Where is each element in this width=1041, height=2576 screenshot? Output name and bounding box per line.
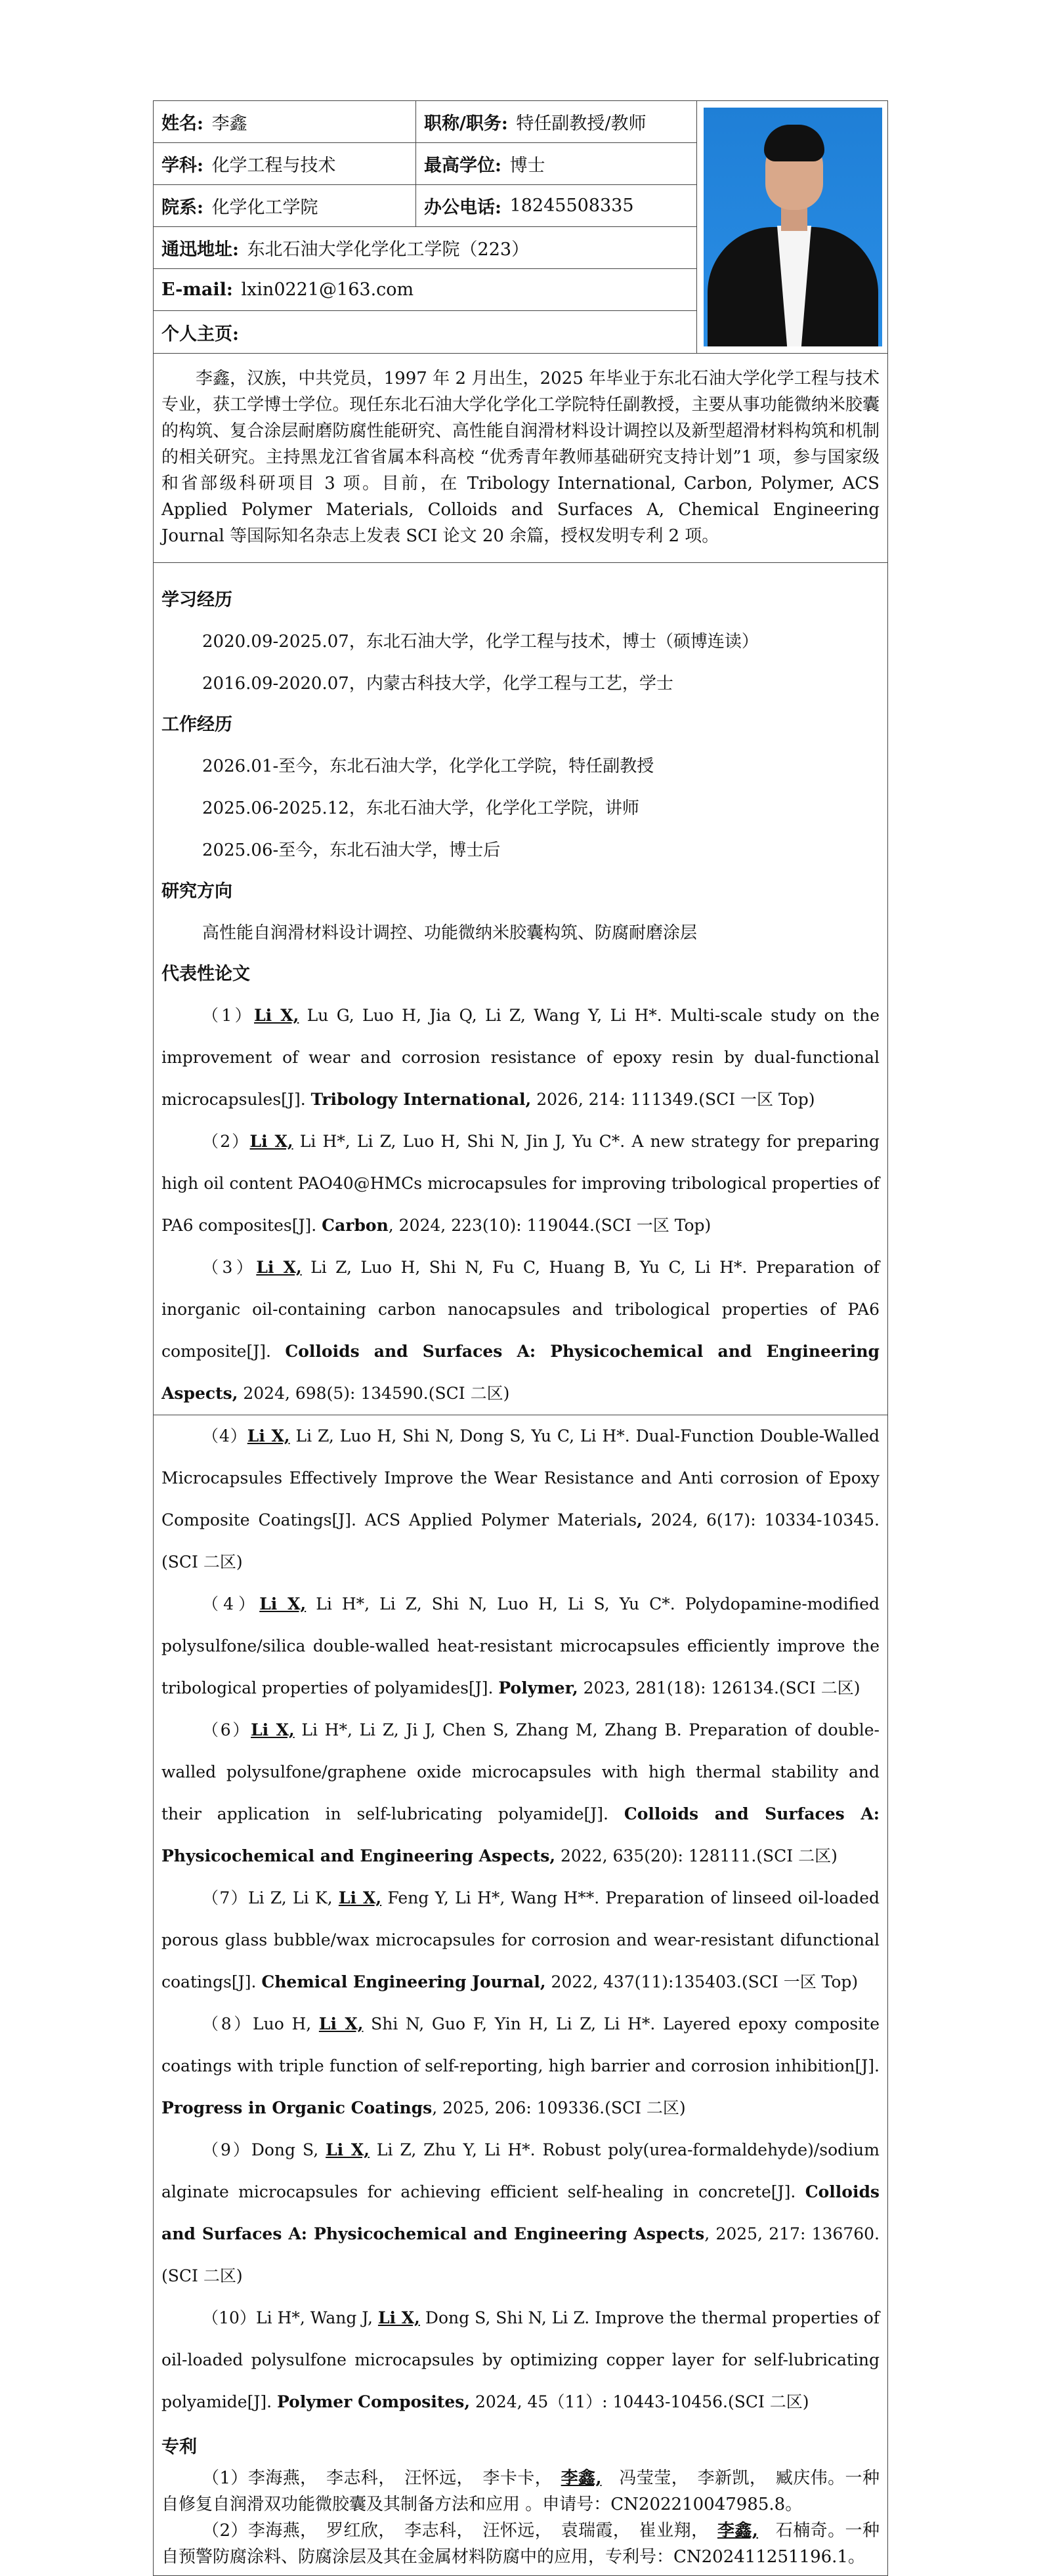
- paper-authors: Lu G, Luo H, Jia Q, Li Z, Wang Y, Li H*.: [299, 1006, 671, 1025]
- paper-author-me: Li X,: [256, 1258, 302, 1277]
- address-value: 东北石油大学化学化工学院（223）: [247, 239, 530, 260]
- paper-authors: Feng Y, Li H*, Wang H**.: [381, 1888, 606, 1907]
- patent-author-me: 李鑫,: [561, 2468, 602, 2488]
- degree-cell: [416, 143, 697, 185]
- paper-journal: Polymer,: [498, 1678, 578, 1697]
- paper-authors: Li H*, Li Z, Luo H, Shi N, Jin J, Yu C*.: [293, 1132, 632, 1151]
- info-table: [154, 101, 887, 354]
- paper-citation: 2023, 281(18): 126134.(SCI 二区): [578, 1678, 860, 1697]
- paper-index: （8）Luo H,: [202, 2014, 319, 2033]
- education-heading: 学习经历: [161, 590, 232, 610]
- discipline-value: 化学工程与技术: [211, 156, 336, 176]
- phone-cell: [416, 185, 697, 227]
- paper-index: （2）: [202, 1132, 250, 1151]
- name-value: 李鑫: [211, 114, 247, 134]
- bio-section: [154, 354, 887, 563]
- papers-list: [161, 995, 880, 2423]
- name-cell: [154, 101, 416, 143]
- paper-index: （1）: [202, 1006, 255, 1025]
- work-item: 2026.01-至今，东北石油大学，化学化工学院，特任副教授: [202, 757, 654, 776]
- paper-item: [161, 2129, 880, 2297]
- paper-citation: 2024, 6(17): 10334-10345.(SCI 二区): [161, 1510, 880, 1571]
- paper-item: [161, 1877, 880, 2003]
- paper-journal: Chemical Engineering Journal,: [261, 1972, 546, 1991]
- paper-journal: Progress in Organic Coatings: [161, 2098, 433, 2117]
- phone-value: 18245508335: [509, 196, 634, 216]
- paper-authors: Li H*, Li Z, Shi N, Luo H, Li S, Yu C*.: [306, 1594, 685, 1613]
- paper-index: （6）: [202, 1720, 251, 1739]
- paper-title: Robust poly(urea-formaldehyde)/sodium alginate microcapsules for achieving efficient self-healing in concrete[J].: [161, 2140, 880, 2201]
- bio-text: 李鑫，汉族，中共党员，1997 年 2 月出生，2025 年毕业于东北石油大学化学工程与技术专业，获工学博士学位。现任东北石油大学化学化工学院特任副教授，主要从事功能微纳米胶囊的构筑、复合涂层耐磨防腐性能研究、高性能自润滑材料设计调控以及新型超滑材料构筑和机制的相关研究。主持黑龙江省省属本科高校 “优秀青年教师基础研究支持计划”1 项，参与国家级和省部级科研项目 3 项。目前，在 Tribology International, Carbon, Polymer, ACS Applied Polymer Materials, Colloids and Surfaces A, Chemical Engineering Journal 等国际知名杂志上发表 SCI 论文 20 余篇，授权发明专利 2 项。: [161, 369, 880, 546]
- paper-citation: 2022, 635(20): 128111.(SCI 二区): [555, 1846, 838, 1865]
- phone-label: 办公电话:: [424, 197, 501, 218]
- resume-frame: [153, 100, 888, 2576]
- work-item: 2025.06-2025.12，东北石油大学，化学化工学院，讲师: [202, 799, 639, 818]
- paper-item: [161, 1709, 880, 1877]
- paper-title: Multi-scale study on the improvement of wear and corrosion resistance of epoxy resin by dual-functional microcapsules[J].: [161, 1006, 880, 1109]
- patent-item: [161, 2518, 880, 2570]
- dept-label: 院系:: [161, 197, 203, 218]
- paper-title: Preparation of double-walled polysulfone/graphene oxide microcapsules with high thermal stability and their application in self-lubricating polyamide[J].: [161, 1720, 880, 1823]
- patent-author-me: 李鑫,: [717, 2521, 758, 2541]
- paper-journal: ,: [637, 1510, 643, 1529]
- paper-index: （4）: [202, 1426, 247, 1445]
- work-item: 2025.06-至今，东北石油大学，博士后: [202, 841, 501, 860]
- paper-citation: , 2025, 206: 109336.(SCI 二区): [432, 2098, 686, 2117]
- work-heading: 工作经历: [161, 715, 232, 735]
- paper-item: [161, 2297, 880, 2423]
- email-value[interactable]: lxin0221@163.com: [241, 280, 414, 300]
- paper-item: [161, 1247, 880, 1415]
- paper-citation: 2024, 698(5): 134590.(SCI 二区): [238, 1384, 510, 1403]
- paper-title: Layered epoxy composite coatings with triple function of self-reporting, high barrier and corrosion inhibition[J].: [161, 2014, 880, 2075]
- paper-item: [161, 1121, 880, 1247]
- homepage-cell: [154, 311, 697, 353]
- discipline-cell: [154, 143, 416, 185]
- paper-author-me: Li X,: [247, 1426, 290, 1445]
- patent-text: 冯莹莹， 李新凯， 臧庆伟。一种自修复自润滑双功能微胶囊及其制备方法和应用 。申请号：CN202210047985.8。: [161, 2468, 880, 2514]
- address-label: 通迅地址:: [161, 239, 239, 260]
- paper-item: [161, 1583, 880, 1709]
- patents-list: [161, 2465, 880, 2570]
- title-label: 职称/职务:: [424, 114, 508, 134]
- details-section: [154, 563, 887, 2575]
- title-value: 特任副教授/教师: [516, 114, 647, 134]
- paper-citation: 2022, 437(11):135403.(SCI 一区 Top): [545, 1972, 859, 1991]
- patents-heading: 专利: [161, 2437, 197, 2457]
- papers-heading: 代表性论文: [161, 964, 250, 984]
- paper-title: Improve the thermal properties of oil-loaded polysulfone microcapsules by optimizing copper layer for self-lubricating polyamide[J].: [161, 2308, 880, 2411]
- paper-title: Preparation of inorganic oil-containing carbon nanocapsules and tribological properties of PA6 composite[J].: [161, 1258, 880, 1361]
- paper-authors: Li Z, Zhu Y, Li H*.: [369, 2140, 543, 2159]
- email-cell: [154, 269, 697, 311]
- photo-cell: [697, 101, 889, 353]
- paper-journal: Colloids and Surfaces A: Physicochemical and Engineering Aspects,: [161, 1804, 880, 1865]
- paper-index: （4）: [202, 1594, 260, 1613]
- paper-index: （3）: [202, 1258, 257, 1277]
- paper-index: （10）Li H*, Wang J,: [202, 2308, 378, 2327]
- paper-authors: Li Z, Luo H, Shi N, Fu C, Huang B, Yu C, Li H*.: [301, 1258, 756, 1277]
- dept-value: 化学化工学院: [211, 197, 318, 218]
- title-cell: [416, 101, 697, 143]
- name-label: 姓名:: [161, 114, 203, 134]
- paper-title: Dual-Function Double-Walled Microcapsules Effectively Improve the Wear Resistance and Anti corrosion of Epoxy Composite Coatings[J]. ACS Applied Polymer Materials: [161, 1426, 880, 1529]
- paper-citation: 2026, 214: 111349.(SCI 一区 Top): [531, 1090, 815, 1109]
- paper-author-me: Li X,: [326, 2140, 370, 2159]
- paper-index: （7）Li Z, Li K,: [202, 1888, 339, 1907]
- paper-author-me: Li X,: [318, 2014, 364, 2033]
- paper-title: Polydopamine-modified polysulfone/silica double-walled heat-resistant microcapsules efficiently improve the tribological properties of polyamides[J].: [161, 1594, 880, 1697]
- education-item: 2020.09-2025.07，东北石油大学，化学工程与技术，博士（硕博连读）: [202, 632, 759, 652]
- paper-author-me: Li X,: [259, 1594, 307, 1613]
- paper-index: （9）Dong S,: [202, 2140, 326, 2159]
- address-cell: [154, 227, 697, 269]
- education-item: 2016.09-2020.07，内蒙古科技大学，化学工程与工艺，学士: [202, 674, 673, 694]
- degree-label: 最高学位:: [424, 156, 501, 176]
- research-text: 高性能自润滑材料设计调控、功能微纳米胶囊构筑、防腐耐磨涂层: [202, 923, 698, 943]
- paper-citation: , 2024, 223(10): 119044.(SCI 一区 Top): [388, 1216, 712, 1235]
- paper-authors: Li Z, Luo H, Shi N, Dong S, Yu C, Li H*.: [289, 1426, 636, 1445]
- patent-item: [161, 2465, 880, 2518]
- research-heading: 研究方向: [161, 881, 232, 902]
- paper-journal: Tribology International,: [310, 1090, 532, 1109]
- paper-citation: 2024, 45（11）: 10443-10456.(SCI 二区): [470, 2392, 809, 2411]
- paper-title: A new strategy for preparing high oil content PAO40@HMCs microcapsules for improving tribological properties of PA6 composites[J].: [161, 1132, 880, 1235]
- homepage-label: 个人主页:: [161, 323, 239, 344]
- discipline-label: 学科:: [161, 156, 203, 176]
- paper-author-me: Li X,: [254, 1006, 299, 1025]
- paper-journal: Colloids and Surfaces A: Physicochemical and Engineering Aspects,: [161, 1342, 880, 1403]
- paper-journal: Carbon: [322, 1216, 389, 1235]
- paper-author-me: Li X,: [377, 2308, 420, 2327]
- paper-authors: Shi N, Guo F, Yin H, Li Z, Li H*.: [363, 2014, 663, 2033]
- paper-authors: Dong S, Shi N, Li Z.: [419, 2308, 595, 2327]
- patent-authors: （1）李海燕， 李志科， 汪怀远， 李卡卡，: [202, 2468, 561, 2488]
- paper-item: [161, 1415, 880, 1583]
- paper-author-me: Li X,: [249, 1132, 293, 1151]
- paper-author-me: Li X,: [251, 1720, 295, 1739]
- profile-photo: [704, 108, 882, 346]
- patent-text: 石楠奇。一种自预警防腐涂料、防腐涂层及其在金属材料防腐中的应用，专利号：CN202411251196.1。: [161, 2521, 880, 2567]
- paper-authors: Li H*, Li Z, Ji J, Chen S, Zhang M, Zhang B.: [294, 1720, 689, 1739]
- patent-authors: （2）李海燕， 罗红欣， 李志科， 汪怀远， 袁瑞霞， 崔业翔，: [202, 2521, 717, 2541]
- paper-author-me: Li X,: [338, 1888, 382, 1907]
- paper-journal: Polymer Composites,: [277, 2392, 471, 2411]
- paper-title: Preparation of linseed oil-loaded porous glass bubble/wax microcapsules for corrosion and wear-resistant difunctional coatings[J].: [161, 1888, 880, 1991]
- degree-value: 博士: [509, 156, 545, 176]
- paper-citation: , 2025, 217: 136760.(SCI 二区): [161, 2224, 880, 2285]
- paper-item: [161, 2003, 880, 2129]
- dept-cell: [154, 185, 416, 227]
- paper-item: [161, 995, 880, 1121]
- paper-journal: Colloids and Surfaces A: Physicochemical and Engineering Aspects: [161, 2182, 880, 2243]
- email-label: E-mail:: [161, 280, 233, 300]
